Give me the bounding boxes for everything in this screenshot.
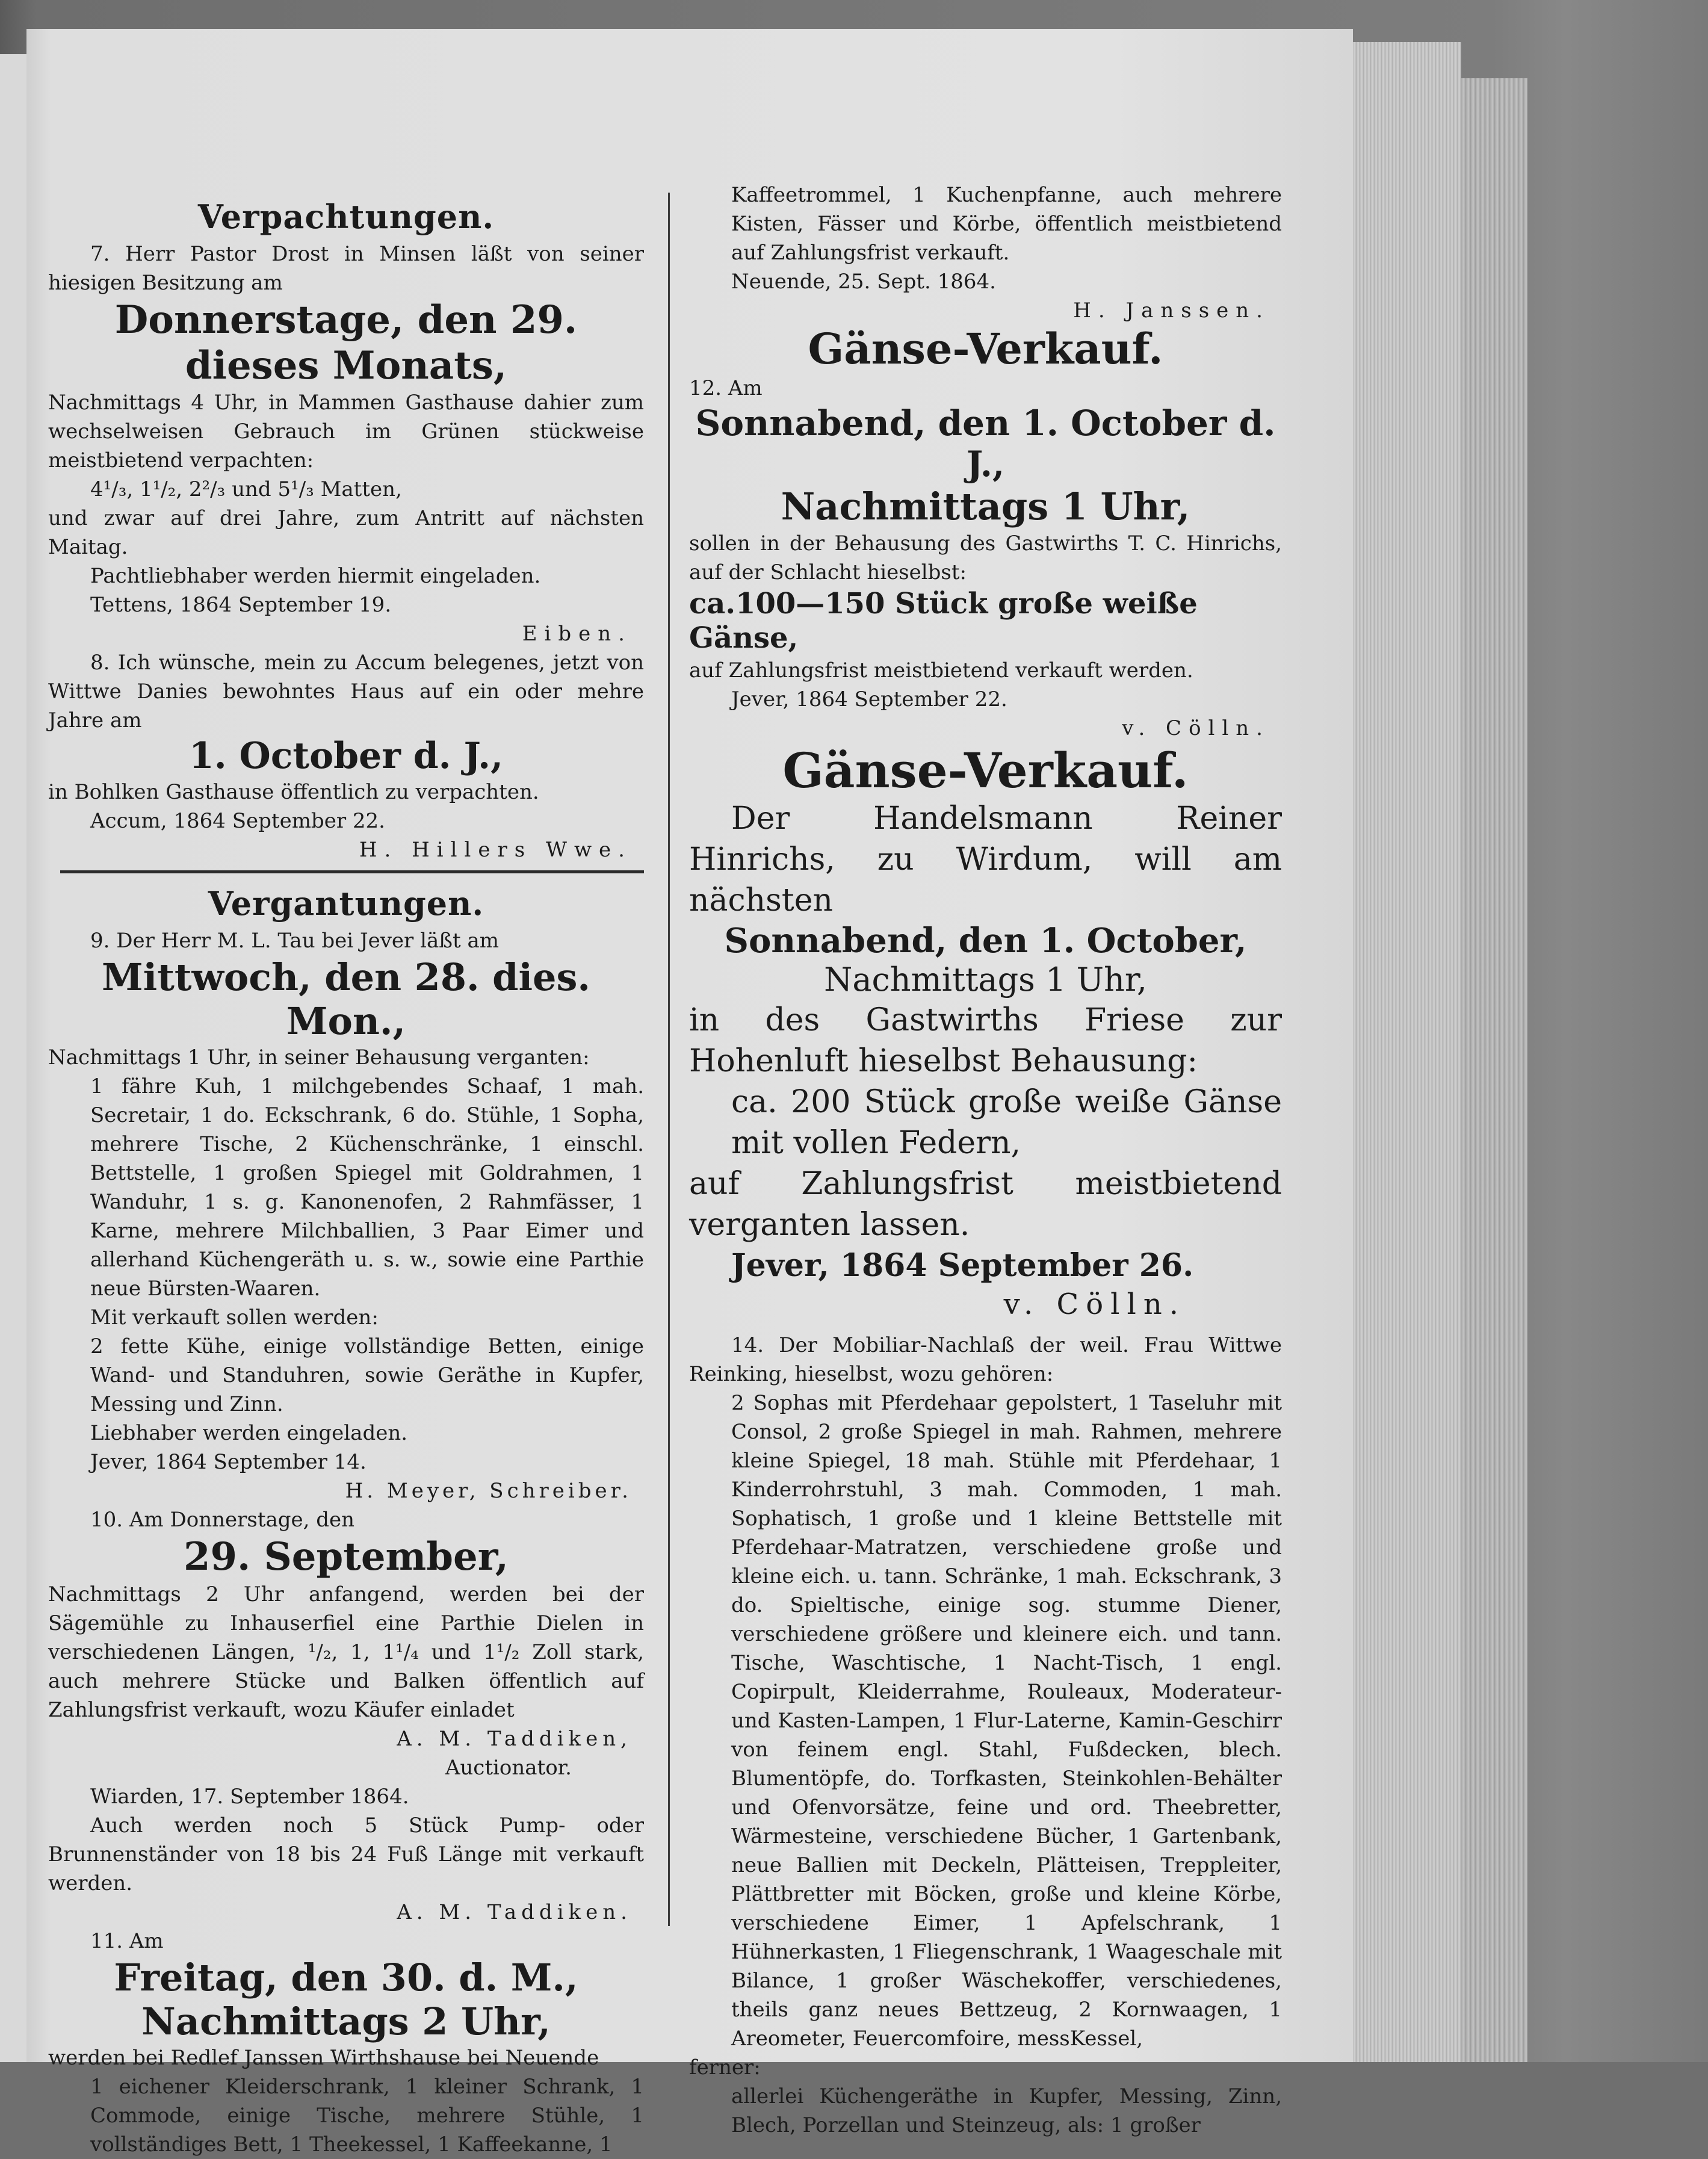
- ad-8-signature: H. Hillers Wwe.: [359, 837, 632, 862]
- ad-9-signature: H. Meyer, Schreiber.: [345, 1479, 632, 1504]
- ad-13-date: Sonnabend, den 1. October,: [724, 920, 1247, 961]
- ad-11-continued: Kaffeetrommel, 1 Kuchenpfanne, auch mehrere Kisten, Fässer und Körbe, öffentlich meistbietend auf Zahlungsfrist verkauft.: [731, 183, 1282, 265]
- ad-9-also: Mit verkauft sollen werden:: [90, 1306, 379, 1330]
- ad-12-body: sollen in der Behausung des Gastwirths T. C. Hinrichs, auf der Schlacht hieselbst:: [689, 531, 1282, 584]
- ad-11-intro: 11. Am: [90, 1928, 164, 1953]
- ad-9-invite: Liebhaber werden eingeladen.: [90, 1421, 408, 1446]
- ad-10-intro: 10. Am Donnerstage, den: [90, 1508, 355, 1532]
- book-binding-edge: [1461, 78, 1527, 2062]
- ad-14-ferner: ferner:: [689, 2055, 761, 2080]
- ad-11-date: Freitag, den 30. d. M.,: [114, 1955, 578, 1999]
- ad-7-invite: Pachtliebhaber werden hiermit eingeladen.: [90, 564, 541, 589]
- ad-8-place: Accum, 1864 September 22.: [90, 808, 385, 833]
- section-heading-vergantungen: Vergantungen.: [208, 884, 484, 923]
- ad-10-signature-title: Auctionator.: [445, 1755, 572, 1780]
- book-page-edges: [1353, 42, 1461, 2062]
- ad-7-sizes: 4¹/₃, 1¹/₂, 2²/₃ und 5¹/₃ Matten,: [90, 477, 402, 502]
- ad-10-signature-2: A. M. Taddiken.: [397, 1900, 632, 1924]
- ad-13-location: in des Gastwirths Friese zur Hohenluft hieselbst Behausung:: [689, 1002, 1282, 1079]
- ad-8-body: in Bohlken Gasthause öffentlich zu verpachten.: [48, 779, 539, 804]
- column-divider: [668, 193, 670, 1926]
- ad-9-items: 1 fähre Kuh, 1 milchgebendes Schaaf, 1 mah. Secretair, 1 do. Eckschrank, 6 do. Stühle, 1 Sopha, mehrere Tische, 2 Küchenschränke, 1 einschl. Bettstelle, 1 großen Spiegel mit Goldrahmen, 1 Wanduhr, 1 s. g. Kanonenofen, 2 Rahmfässer, 1 Karne, mehrere Milchballien, 3 Paar Eimer und allerhand Küchengeräth u. s. w., sowie eine Parthie neue Bürsten-Waaren.: [90, 1074, 644, 1301]
- ad-13-body: Der Handelsmann Reiner Hinrichs, zu Wirdum, will am nächsten: [689, 800, 1282, 918]
- ad-11-signature: H. Janssen.: [1073, 299, 1270, 323]
- ad-13-terms: auf Zahlungsfrist meistbietend verganten lassen.: [689, 1165, 1282, 1243]
- ad-12-time: Nachmittags 1 Uhr,: [781, 485, 1190, 529]
- ad-7-terms: und zwar auf drei Jahre, zum Antritt auf nächsten Maitag.: [48, 506, 644, 560]
- ad-11-body: werden bei Redlef Janssen Wirthshause bei Neuende: [48, 2045, 599, 2070]
- ad-14-items: 2 Sophas mit Pferdehaar gepolstert, 1 Taseluhr mit Consol, 2 große Spiegel in mah. Rahmen, mehrere kleine Spiegel, 18 mah. Stühle mit Pferdehaar, 1 Kinderrohrstuhl, 3 mah. Commoden, 1 mah. Sophatisch, 1 große und 1 kleine Bettstelle mit Pferdehaar-Matratzen, verschiedene große und kleine eich. u. tann. Schränke, 1 mah. Eckschrank, 3 do. Spieltische, einige sog. stumme Diener, verschiedene größere und kleinere eich. und tann. Tische, Waschtische, 1 Nacht-Tisch, 1 engl. Copirpult, Kleiderrahme, Rouleaux, Moderateur- und Kasten-Lampen, 1 Flur-Laterne, Kamin-Geschirr von feinem engl. Stahl, Fußdecken, blech. Blumentöpfe, do. Torfkasten, Steinkohlen-Behälter und Ofenvorsätze, feine und ord. Theebretter, Wärmesteine, verschiedene Bücher, 1 Gartenbank, neue Ballien mit Deckeln, Plätteisen, Treppleiter, Plättbretter mit Böcken, große und kleine Körbe, verschiedene Eimer, 1 Apfelschrank, 1 Hühnerkasten, 1 Fliegenschrank, 1 Waageschale mit Bilance, 1 großer Wäschekoffer, verschiedenes, theils ganz neues Bettzeug, 2 Kornwaagen, 1 Areometer, Feuercomfoire, messKessel,: [731, 1390, 1282, 2051]
- ad-13-place: Jever, 1864 September 26.: [731, 1247, 1194, 1284]
- ad-8-intro: 8. Ich wünsche, mein zu Accum belegenes, jetzt von Wittwe Danies bewohntes Haus auf ein oder mehre Jahre am: [48, 651, 644, 733]
- ad-12-signature: v. Cölln.: [1122, 716, 1270, 740]
- ad-9-also-items: 2 fette Kühe, einige vollständige Betten, einige Wand- und Standuhren, sowie Geräthe in Kupfer, Messing und Zinn.: [90, 1334, 644, 1417]
- section-heading-verpachtungen: Verpachtungen.: [197, 197, 495, 236]
- ad-14-more-items: allerlei Küchengeräthe in Kupfer, Messing, Zinn, Blech, Porzellan und Steinzeug, als: 1 großer: [731, 2084, 1282, 2137]
- right-column: [689, 181, 1282, 2140]
- previous-page-edge: [0, 54, 26, 2062]
- section-rule: [60, 870, 644, 873]
- ad-7-place: Tettens, 1864 September 19.: [90, 593, 392, 618]
- left-column: [48, 187, 644, 2159]
- ad-11-items: 1 eichener Kleiderschrank, 1 kleiner Schrank, 1 Commode, einige Tische, mehrere Stühle, 1 vollständiges Bett, 1 Theekessel, 1 Kaffeekanne, 1: [90, 2074, 644, 2157]
- ad-7-signature: Eiben.: [522, 622, 632, 646]
- ad-10-extra: Auch werden noch 5 Stück Pump- oder Brunnenständer von 18 bis 24 Fuß Länge mit verkauft werden.: [48, 1813, 644, 1895]
- ad-10-body: Nachmittags 2 Uhr anfangend, werden bei der Sägemühle zu Inhauserfiel eine Parthie Dielen in verschiedenen Längen, ¹/₂, 1, 1¹/₄ und 1¹/₂ Zoll stark, auch mehrere Stücke und Balken öffentlich auf Zahlungsfrist verkauft, wozu Käufer einladet: [48, 1582, 644, 1722]
- ad-9-body: Nachmittags 1 Uhr, in seiner Behausung verganten:: [48, 1045, 590, 1070]
- ad-12-terms: auf Zahlungsfrist meistbietend verkauft werden.: [689, 658, 1193, 683]
- ad-13-goods: ca. 200 Stück große weiße Gänse mit vollen Federn,: [731, 1083, 1282, 1161]
- ad-13-time: Nachmittags 1 Uhr,: [824, 960, 1147, 999]
- ad-10-signature: A. M. Taddiken,: [397, 1726, 632, 1751]
- ad-13-signature: v. Cölln.: [1003, 1287, 1186, 1321]
- ad-10-date: 29. September,: [183, 1534, 509, 1580]
- ad-12-goods: ca.100—150 Stück große weiße Gänse,: [689, 586, 1198, 655]
- ad-12-number: 12. Am: [689, 376, 763, 400]
- ad-13-heading: Gänse-Verkauf.: [782, 742, 1189, 799]
- ad-7-date: Donnerstage, den 29. dieses Monats,: [114, 297, 578, 388]
- ad-9-place: Jever, 1864 September 14.: [90, 1450, 367, 1475]
- ad-11-place: Neuende, 25. Sept. 1864.: [731, 270, 996, 294]
- ad-10-place: Wiarden, 17. September 1864.: [90, 1784, 409, 1809]
- ad-11-time: Nachmittags 2 Uhr,: [141, 1999, 551, 2043]
- ad-9-intro: 9. Der Herr M. L. Tau bei Jever läßt am: [90, 928, 499, 953]
- ad-12-heading: Gänse-Verkauf.: [808, 324, 1163, 374]
- ad-12-place: Jever, 1864 September 22.: [731, 687, 1007, 711]
- ad-14-intro: 14. Der Mobiliar-Nachlaß der weil. Frau Wittwe Reinking, hieselbst, wozu gehören:: [689, 1333, 1282, 1386]
- ad-8-date: 1. October d. J.,: [189, 735, 503, 778]
- ad-7-body: Nachmittags 4 Uhr, in Mammen Gasthause dahier zum wechselweisen Gebrauch im Grünen stückweise meistbietend verpachten:: [48, 391, 644, 473]
- ad-12-date: Sonnabend, den 1. October d. J.,: [695, 402, 1276, 485]
- ad-9-date: Mittwoch, den 28. dies. Mon.,: [102, 955, 590, 1043]
- ad-7-intro: 7. Herr Pastor Drost in Minsen läßt von seiner hiesigen Besitzung am: [48, 242, 644, 295]
